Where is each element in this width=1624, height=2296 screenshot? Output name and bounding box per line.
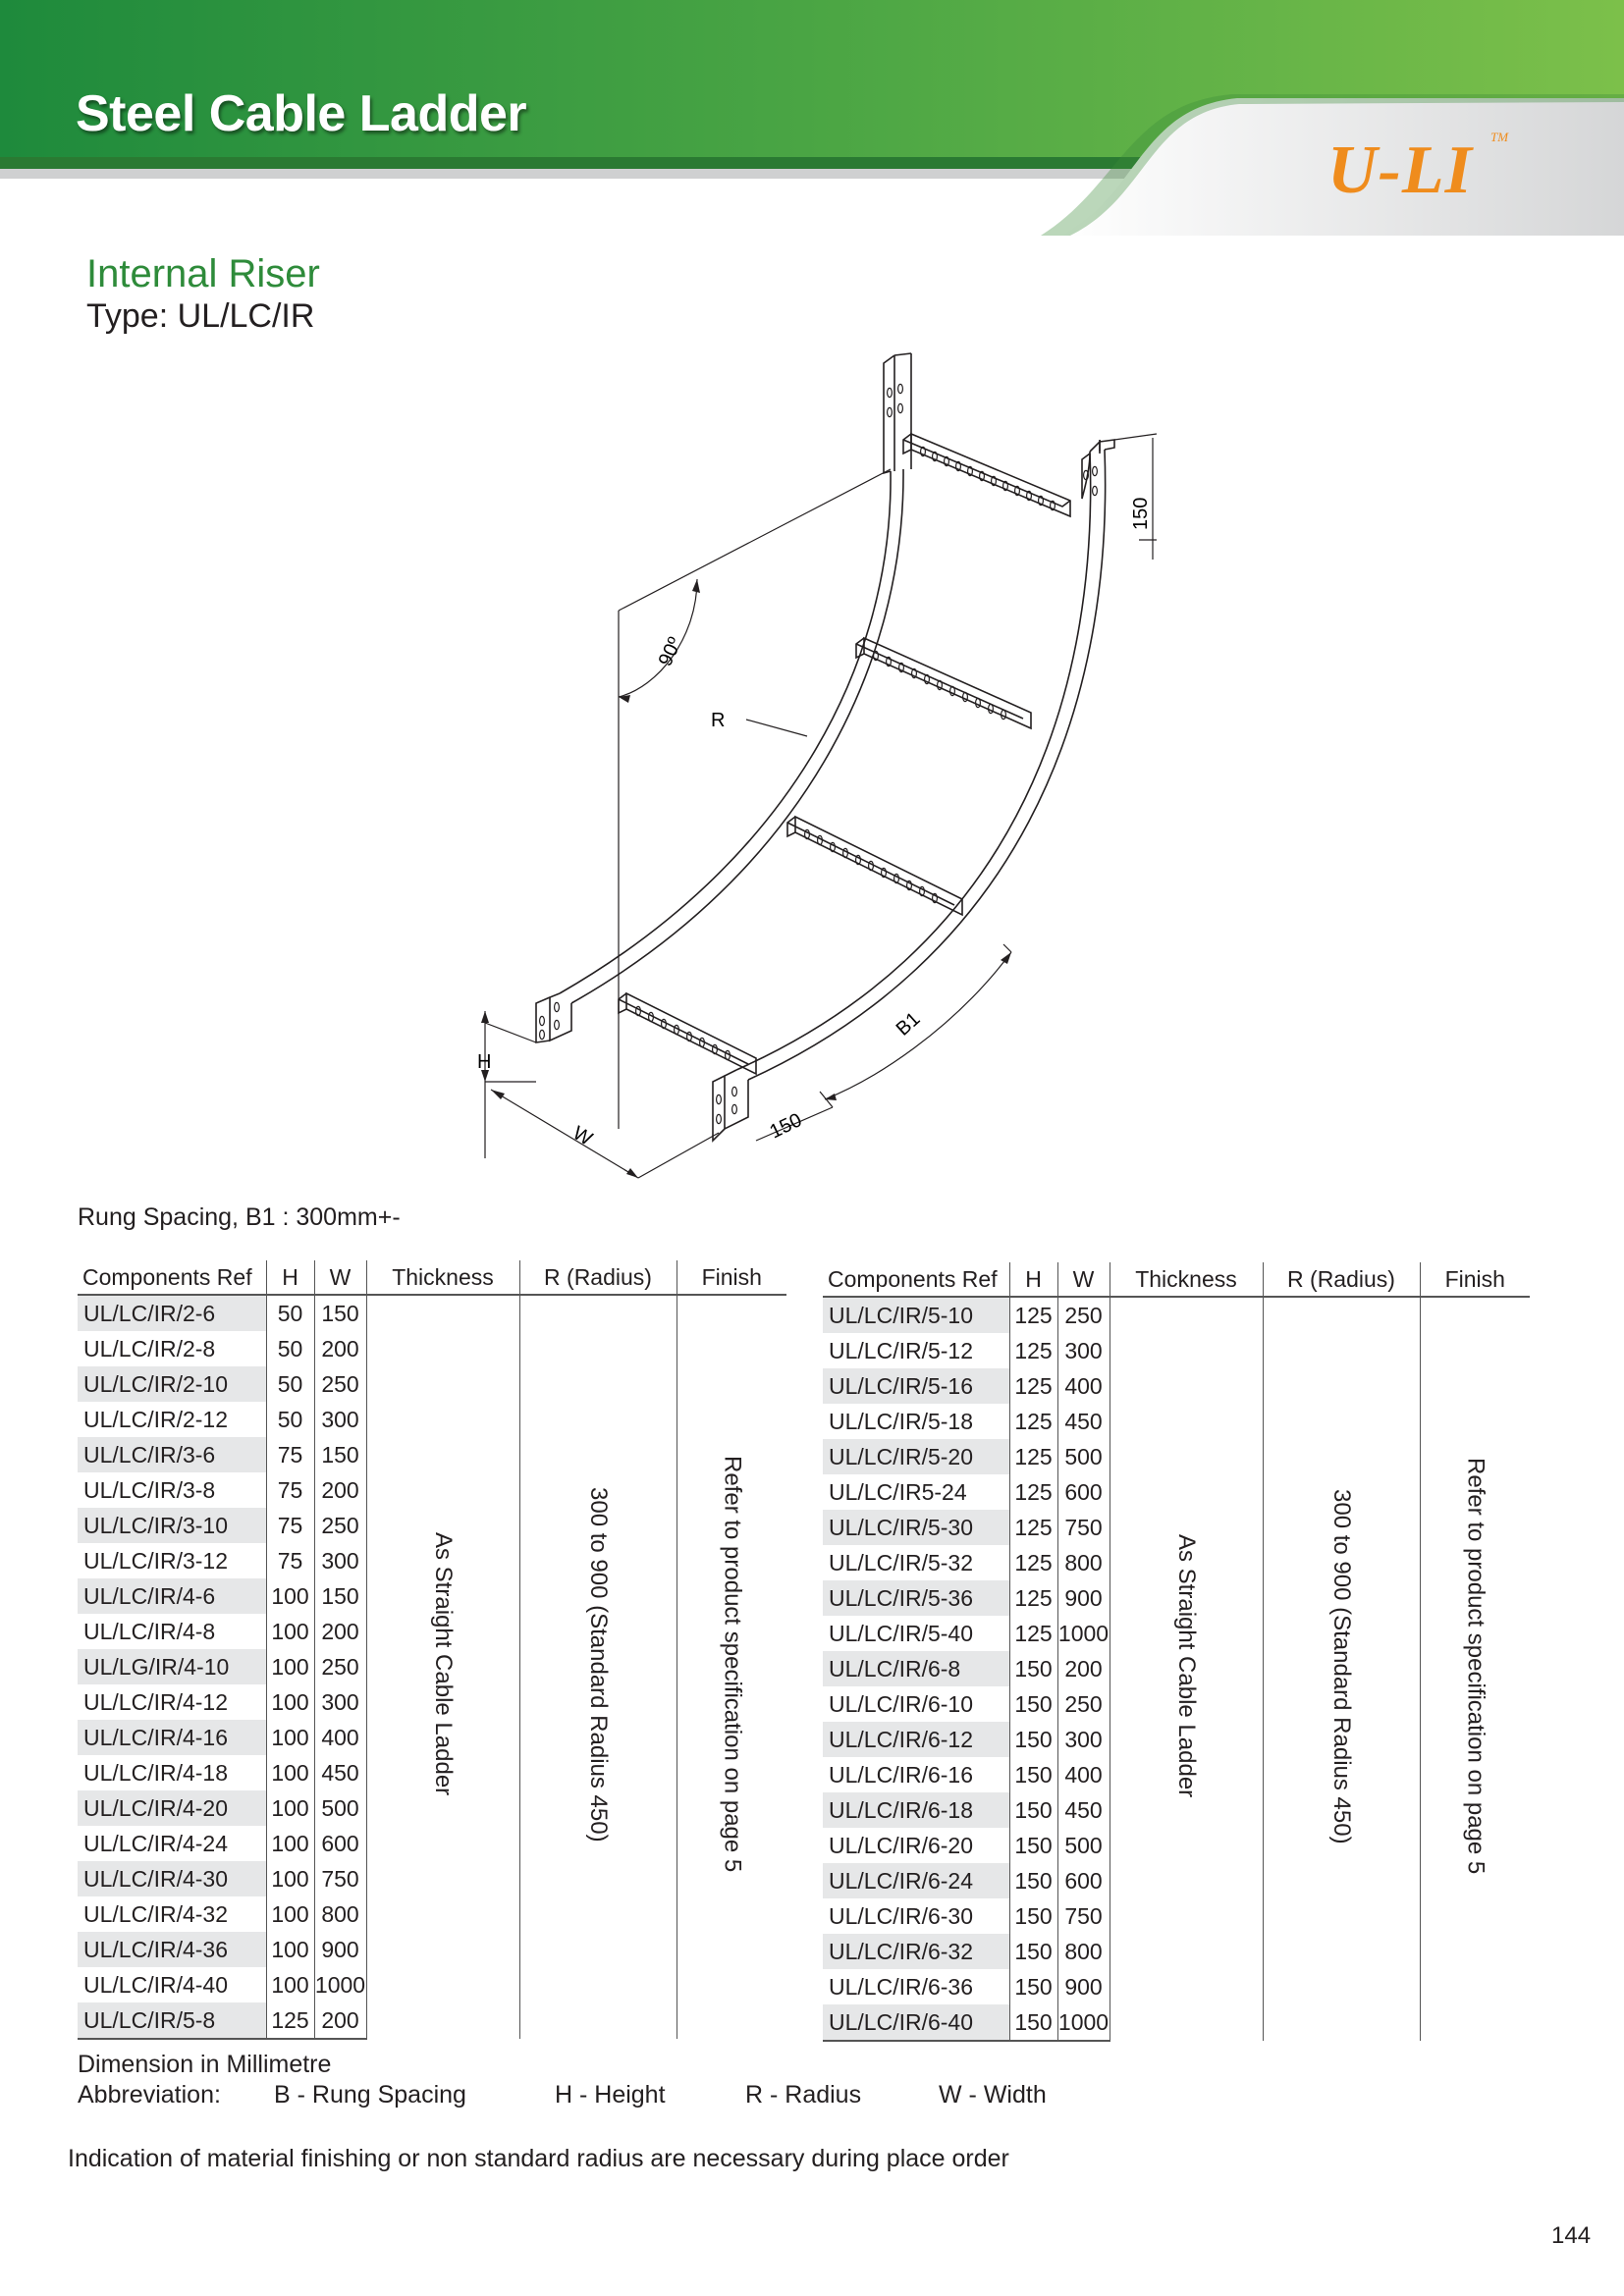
trademark-mark: TM — [1490, 130, 1509, 144]
component-ref-cell: UL/LC/IR/3-8 — [83, 1476, 216, 1503]
component-ref-cell: UL/LC/IR/3-6 — [78, 1437, 266, 1472]
component-ref-cell: UL/LC/IR/2-10 — [78, 1366, 266, 1402]
component-ref-cell: UL/LC/IR/5-36 — [823, 1580, 1009, 1616]
height-cell: 50 — [266, 1402, 314, 1437]
col-header-w: W — [1057, 1262, 1110, 1297]
height-cell: 150 — [1009, 1828, 1057, 1863]
component-ref-cell: UL/LC/IR/5-20 — [823, 1439, 1009, 1474]
section-title: Internal Riser — [86, 252, 320, 295]
width-cell: 450 — [1057, 1404, 1110, 1439]
b1-label: B1 — [892, 1007, 925, 1041]
width-cell: 150 — [314, 1578, 366, 1614]
height-cell: 150 — [1009, 2004, 1057, 2041]
abbrev-height: H - Height — [555, 2081, 666, 2109]
width-cell: 450 — [1057, 1792, 1110, 1828]
height-cell: 100 — [266, 1614, 314, 1649]
component-ref-cell: UL/LC/IR/6-32 — [823, 1934, 1009, 1969]
width-cell: 300 — [314, 1543, 366, 1578]
width-label: W — [568, 1122, 596, 1150]
thickness-merged-cell — [1110, 1297, 1263, 2041]
width-cell: 500 — [1057, 1828, 1110, 1863]
height-cell: 100 — [266, 1967, 314, 2002]
width-cell: 600 — [314, 1826, 366, 1861]
height-cell: 100 — [266, 1896, 314, 1932]
abbrev-rung-spacing: B - Rung Spacing — [274, 2081, 466, 2109]
brand-logo: U-LI — [1327, 133, 1473, 208]
width-cell: 200 — [1057, 1651, 1110, 1686]
width-cell: 900 — [1057, 1969, 1110, 2004]
component-ref-cell: UL/LC/IR/6-16 — [829, 1761, 974, 1788]
width-cell: 150 — [314, 1437, 366, 1472]
width-cell: 250 — [314, 1508, 366, 1543]
finish-merged-cell — [677, 1295, 786, 2039]
thickness-merged-text: As Straight Cable Ladder — [430, 1532, 457, 1796]
angle-label: 90º — [654, 634, 687, 670]
component-ref-cell: UL/LC/IR/4-20 — [78, 1790, 266, 1826]
height-cell: 100 — [266, 1649, 314, 1684]
height-cell: 125 — [266, 2002, 314, 2039]
spec-table-left — [78, 1260, 786, 2040]
width-cell: 750 — [314, 1861, 366, 1896]
thickness-merged-cell — [366, 1295, 519, 2039]
abbreviation-label: Abbreviation: — [78, 2081, 221, 2109]
radius-merged-cell — [519, 1295, 677, 2039]
width-cell: 800 — [314, 1896, 366, 1932]
height-cell: 50 — [266, 1331, 314, 1366]
height-cell: 100 — [266, 1578, 314, 1614]
width-cell: 250 — [314, 1649, 366, 1684]
width-cell: 250 — [314, 1366, 366, 1402]
finish-merged-text: Refer to product specification on page 5 — [1462, 1458, 1489, 1875]
height-cell: 125 — [1009, 1439, 1057, 1474]
col-header-finish: Finish — [677, 1260, 786, 1295]
height-cell: 75 — [266, 1543, 314, 1578]
component-ref-cell: UL/LC/IR/4-40 — [83, 1971, 229, 1998]
component-ref-cell: UL/LC/IR/5-32 — [829, 1549, 974, 1575]
finish-merged-cell — [1420, 1297, 1530, 2041]
height-cell: 100 — [266, 1684, 314, 1720]
width-cell: 1000 — [1057, 1616, 1110, 1651]
height-cell: 150 — [1009, 1651, 1057, 1686]
finish-merged-text: Refer to product specification on page 5 — [719, 1456, 746, 1873]
component-ref-cell: UL/LC/IR/4-32 — [83, 1900, 229, 1927]
height-cell: 125 — [1009, 1404, 1057, 1439]
col-header-w: W — [314, 1260, 366, 1295]
component-ref-cell: UL/LC/IR/6-8 — [823, 1651, 1009, 1686]
col-header-radius: R (Radius) — [1263, 1262, 1420, 1297]
component-ref-cell: UL/LC/IR/4-24 — [83, 1830, 229, 1856]
thickness-merged-text: As Straight Cable Ladder — [1173, 1534, 1200, 1798]
width-cell: 450 — [314, 1755, 366, 1790]
height-cell: 150 — [1009, 1792, 1057, 1828]
height-cell: 75 — [266, 1472, 314, 1508]
component-ref-cell: UL/LC/IR/6-30 — [829, 1902, 974, 1929]
radius-merged-text: 300 to 900 (Standard Radius 450) — [1328, 1488, 1355, 1844]
component-ref-cell: UL/LC/IR/3-10 — [78, 1508, 266, 1543]
col-header-thickness: Thickness — [1110, 1262, 1263, 1297]
flange-top-label: 150 — [1130, 497, 1152, 530]
component-ref-cell: UL/LC/IR/5-18 — [829, 1408, 974, 1434]
height-cell: 150 — [1009, 1686, 1057, 1722]
width-cell: 300 — [1057, 1333, 1110, 1368]
width-cell: 750 — [1057, 1510, 1110, 1545]
order-note: Indication of material finishing or non standard radius are necessary during place order — [68, 2145, 1009, 2172]
rung-spacing-note: Rung Spacing, B1 : 300mm+- — [78, 1203, 401, 1231]
width-cell: 250 — [1057, 1686, 1110, 1722]
col-header-ref: Components Ref — [823, 1262, 1009, 1297]
component-ref-cell: UL/LC/IR/6-40 — [823, 2004, 1009, 2041]
height-cell: 125 — [1009, 1510, 1057, 1545]
height-cell: 75 — [266, 1508, 314, 1543]
width-cell: 800 — [1057, 1545, 1110, 1580]
radius-merged-cell — [1263, 1297, 1420, 2041]
component-ref-cell: UL/LC/IR/5-8 — [78, 2002, 266, 2039]
table-row — [823, 1297, 1530, 1333]
height-cell: 125 — [1009, 1333, 1057, 1368]
col-header-thickness: Thickness — [366, 1260, 519, 1295]
page-header-title: Steel Cable Ladder — [76, 85, 527, 142]
page-number: 144 — [1551, 2222, 1592, 2249]
col-header-h: H — [1009, 1262, 1057, 1297]
width-cell: 400 — [314, 1720, 366, 1755]
height-cell: 150 — [1009, 1898, 1057, 1934]
width-cell: 300 — [1057, 1722, 1110, 1757]
height-cell: 125 — [1009, 1368, 1057, 1404]
width-cell: 300 — [314, 1684, 366, 1720]
radius-label: R — [711, 710, 726, 731]
component-ref-cell: UL/LC/IR/6-10 — [829, 1690, 974, 1717]
component-ref-cell: UL/LC/IR/5-12 — [829, 1337, 974, 1363]
component-ref-cell: UL/LC/IR/4-36 — [78, 1932, 266, 1967]
height-cell: 150 — [1009, 1722, 1057, 1757]
height-cell: 125 — [1009, 1616, 1057, 1651]
component-ref-cell: UL/LC/IR/5-16 — [823, 1368, 1009, 1404]
height-cell: 100 — [266, 1720, 314, 1755]
component-ref-cell: UL/LC/IR/6-24 — [823, 1863, 1009, 1898]
component-ref-cell: UL/LC/IR/2-12 — [83, 1406, 229, 1432]
height-cell: 125 — [1009, 1580, 1057, 1616]
width-cell: 500 — [1057, 1439, 1110, 1474]
internal-riser-drawing — [461, 344, 1168, 1188]
width-cell: 500 — [314, 1790, 366, 1826]
table-row — [78, 1295, 786, 1331]
width-cell: 750 — [1057, 1898, 1110, 1934]
height-label: H — [477, 1051, 492, 1073]
width-cell: 800 — [1057, 1934, 1110, 1969]
width-cell: 200 — [314, 1331, 366, 1366]
width-cell: 200 — [314, 2002, 366, 2039]
component-ref-cell: UL/LC/IR/6-20 — [829, 1832, 974, 1858]
height-cell: 50 — [266, 1295, 314, 1331]
width-cell: 400 — [1057, 1757, 1110, 1792]
spec-table-right — [823, 1262, 1530, 2042]
width-cell: 600 — [1057, 1863, 1110, 1898]
component-ref-cell: UL/LC/IR/4-6 — [78, 1578, 266, 1614]
component-ref-cell: UL/LG/IR/4-10 — [78, 1649, 266, 1684]
component-ref-cell: UL/LC/IR/4-12 — [83, 1688, 229, 1715]
flange-bottom-label: 150 — [766, 1109, 806, 1144]
width-cell: 150 — [314, 1295, 366, 1331]
component-ref-cell: UL/LC/IR/6-18 — [823, 1792, 1009, 1828]
height-cell: 75 — [266, 1437, 314, 1472]
abbrev-radius: R - Radius — [745, 2081, 862, 2109]
height-cell: 100 — [266, 1826, 314, 1861]
height-cell: 150 — [1009, 1934, 1057, 1969]
height-cell: 125 — [1009, 1474, 1057, 1510]
component-ref-cell: UL/LC/IR/2-8 — [83, 1335, 216, 1362]
width-cell: 600 — [1057, 1474, 1110, 1510]
section-type: Type: UL/LC/IR — [86, 297, 315, 335]
col-header-h: H — [266, 1260, 314, 1295]
width-cell: 900 — [314, 1932, 366, 1967]
component-ref-cell: UL/LC/IR/4-18 — [83, 1759, 229, 1786]
component-ref-cell: UL/LC/IR/5-10 — [823, 1297, 1009, 1333]
component-ref-cell: UL/LC/IR/4-16 — [78, 1720, 266, 1755]
width-cell: 1000 — [314, 1967, 366, 2002]
height-cell: 150 — [1009, 1863, 1057, 1898]
height-cell: 150 — [1009, 1757, 1057, 1792]
width-cell: 250 — [1057, 1297, 1110, 1333]
height-cell: 100 — [266, 1790, 314, 1826]
height-cell: 125 — [1009, 1545, 1057, 1580]
component-ref-cell: UL/LC/IR/4-30 — [78, 1861, 266, 1896]
width-cell: 900 — [1057, 1580, 1110, 1616]
component-ref-cell: UL/LC/IR5-24 — [829, 1478, 967, 1505]
height-cell: 125 — [1009, 1297, 1057, 1333]
height-cell: 50 — [266, 1366, 314, 1402]
width-cell: 400 — [1057, 1368, 1110, 1404]
radius-merged-text: 300 to 900 (Standard Radius 450) — [585, 1486, 612, 1842]
height-cell: 100 — [266, 1932, 314, 1967]
height-cell: 100 — [266, 1861, 314, 1896]
component-ref-cell: UL/LC/IR/3-12 — [83, 1547, 229, 1574]
component-ref-cell: UL/LC/IR/5-40 — [829, 1620, 974, 1646]
component-ref-cell: UL/LC/IR/6-12 — [823, 1722, 1009, 1757]
width-cell: 1000 — [1057, 2004, 1110, 2041]
col-header-finish: Finish — [1420, 1262, 1530, 1297]
abbrev-width: W - Width — [939, 2081, 1047, 2109]
height-cell: 150 — [1009, 1969, 1057, 2004]
component-ref-cell: UL/LC/IR/2-6 — [78, 1295, 266, 1331]
width-cell: 200 — [314, 1472, 366, 1508]
height-cell: 100 — [266, 1755, 314, 1790]
component-ref-cell: UL/LC/IR/5-30 — [823, 1510, 1009, 1545]
col-header-ref: Components Ref — [78, 1260, 266, 1295]
component-ref-cell: UL/LC/IR/6-36 — [829, 1973, 974, 2000]
width-cell: 300 — [314, 1402, 366, 1437]
component-ref-cell: UL/LC/IR/4-8 — [83, 1618, 216, 1644]
col-header-radius: R (Radius) — [519, 1260, 677, 1295]
width-cell: 200 — [314, 1614, 366, 1649]
dimension-note: Dimension in Millimetre — [78, 2051, 332, 2078]
